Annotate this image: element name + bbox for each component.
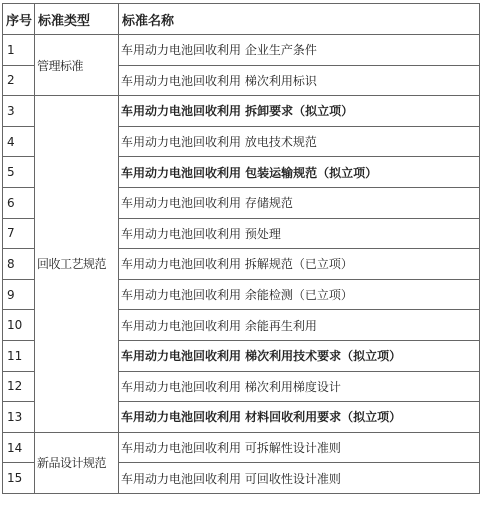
standard-name: 车用动力电池回收利用 放电技术规范 [119,126,480,157]
standard-name: 车用动力电池回收利用 存储规范 [119,187,480,218]
standard-type: 管理标准 [35,35,119,96]
row-number: 12 [3,371,35,402]
table-row [3,432,480,463]
standard-name: 车用动力电池回收利用 拆解规范（已立项） [119,249,480,280]
standard-name: 车用动力电池回收利用 可拆解性设计准则 [119,432,480,463]
row-number: 4 [3,126,35,157]
table-body [3,35,480,494]
row-number: 5 [3,157,35,188]
row-number: 10 [3,310,35,341]
standard-name: 车用动力电池回收利用 材料回收利用要求（拟立项） [119,402,480,433]
standard-name: 车用动力电池回收利用 余能检测（已立项） [119,279,480,310]
standard-type: 新品设计规范 [35,432,119,493]
row-number: 3 [3,96,35,127]
standard-name: 车用动力电池回收利用 梯次利用技术要求（拟立项） [119,340,480,371]
header-name: 标准名称 [119,4,480,35]
standard-name: 车用动力电池回收利用 梯次利用梯度设计 [119,371,480,402]
standard-name: 车用动力电池回收利用 梯次利用标识 [119,65,480,96]
row-number: 1 [3,35,35,66]
standard-name: 车用动力电池回收利用 预处理 [119,218,480,249]
standard-name: 车用动力电池回收利用 可回收性设计准则 [119,463,480,494]
standard-type: 回收工艺规范 [35,96,119,433]
row-number: 8 [3,249,35,280]
standard-name: 车用动力电池回收利用 余能再生利用 [119,310,480,341]
row-number: 7 [3,218,35,249]
standard-name: 车用动力电池回收利用 包装运输规范（拟立项） [119,157,480,188]
standards-table [2,3,480,494]
row-number: 13 [3,402,35,433]
standard-name: 车用动力电池回收利用 企业生产条件 [119,35,480,66]
row-number: 15 [3,463,35,494]
row-number: 2 [3,65,35,96]
row-number: 14 [3,432,35,463]
table-row [3,35,480,66]
row-number: 11 [3,340,35,371]
row-number: 9 [3,279,35,310]
table-header-row [3,4,480,35]
header-type: 标准类型 [35,4,119,35]
row-number: 6 [3,187,35,218]
standard-name: 车用动力电池回收利用 拆卸要求（拟立项） [119,96,480,127]
table-row [3,96,480,127]
header-no: 序号 [3,4,35,35]
